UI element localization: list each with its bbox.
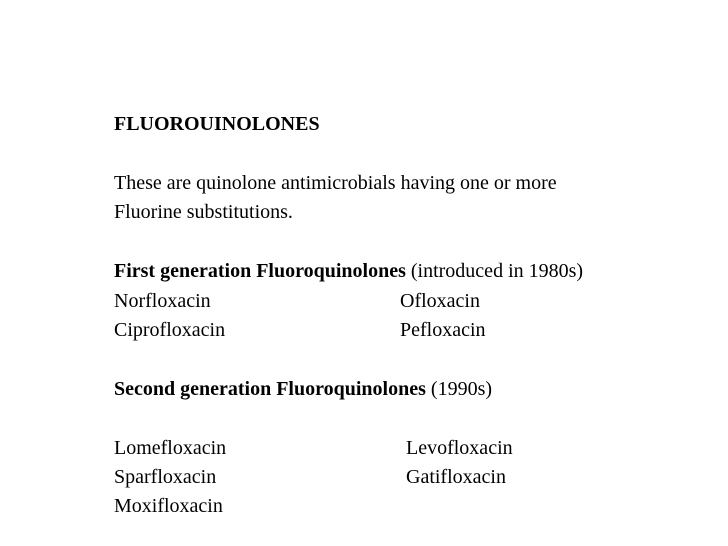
first-generation-heading-note: (introduced in 1980s) (405, 260, 584, 282)
second-generation-row-1-right: Levofloxacin (406, 437, 513, 459)
second-generation-row-2-right: Gatifloxacin (406, 466, 506, 488)
first-generation-row-1-left: Norfloxacin (114, 290, 211, 312)
intro-line-1: These are quinolone antimicrobials having one or more (114, 172, 557, 194)
first-generation-heading-bold: First generation Fluoroquinolones (114, 260, 406, 282)
second-generation-row-2-left: Sparfloxacin (114, 466, 217, 488)
intro-line-2: Fluorine substitutions. (114, 201, 293, 223)
second-generation-heading (114, 375, 492, 405)
first-generation-row-2-left: Ciprofloxacin (114, 319, 226, 341)
first-generation-heading (114, 257, 583, 287)
second-generation-heading-bold: Second generation Fluoroquinolones (114, 378, 426, 400)
second-generation-heading-note: (1990s) (425, 378, 493, 400)
slide-title: FLUOROUINOLONES (114, 113, 320, 135)
second-generation-row-1-left: Lomefloxacin (114, 437, 227, 459)
second-generation-row-3-left: Moxifloxacin (114, 495, 223, 517)
first-generation-row-2-right: Pefloxacin (400, 319, 486, 341)
first-generation-row-1-right: Ofloxacin (400, 290, 480, 312)
